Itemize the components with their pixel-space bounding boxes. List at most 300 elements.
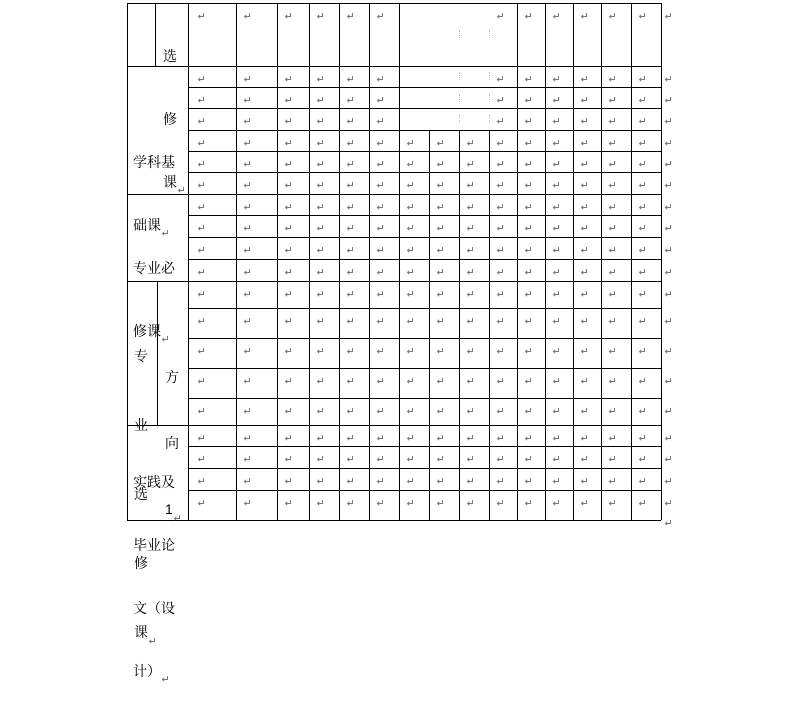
- return-arrow-icon: [496, 224, 504, 232]
- return-arrow-icon: [496, 117, 504, 125]
- label-direction-1-line1: 方: [165, 369, 179, 385]
- label-major-elective-line2: 业: [134, 417, 148, 433]
- return-arrow-icon: [436, 347, 444, 355]
- table-rule-dotted: [459, 30, 460, 38]
- return-arrow-icon: [243, 317, 251, 325]
- end-of-row-icon: [664, 347, 672, 355]
- return-arrow-icon: [316, 160, 324, 168]
- table-rule-horizontal: [188, 398, 661, 399]
- return-arrow-icon: [316, 203, 324, 211]
- label-subject-basic-line2-text: 础课: [133, 217, 161, 233]
- label-elective-line1: 选: [163, 48, 177, 64]
- return-arrow-icon: [496, 455, 504, 463]
- return-arrow-icon: [466, 290, 474, 298]
- return-arrow-icon: [243, 139, 251, 147]
- return-arrow-icon: [466, 407, 474, 415]
- table-rule-horizontal: [127, 194, 661, 195]
- return-arrow-icon: [496, 347, 504, 355]
- return-arrow-icon: [436, 317, 444, 325]
- return-arrow-icon: [552, 117, 560, 125]
- return-arrow-icon: [552, 455, 560, 463]
- return-arrow-icon: [197, 160, 205, 168]
- return-arrow-icon: [466, 203, 474, 211]
- return-arrow-icon: [406, 160, 414, 168]
- return-arrow-icon: [346, 290, 354, 298]
- return-arrow-icon: [316, 75, 324, 83]
- return-arrow-icon: [376, 117, 384, 125]
- label-practice-thesis-line3: 文（设: [133, 600, 175, 616]
- return-arrow-icon: [316, 434, 324, 442]
- return-arrow-icon: [376, 290, 384, 298]
- table-rule-horizontal: [127, 66, 661, 67]
- return-arrow-icon: [552, 139, 560, 147]
- return-arrow-icon: [608, 407, 616, 415]
- return-arrow-icon: [608, 434, 616, 442]
- end-of-row-icon: [664, 203, 672, 211]
- return-arrow-icon: [346, 347, 354, 355]
- return-arrow-icon: [243, 203, 251, 211]
- return-arrow-icon: [608, 96, 616, 104]
- return-arrow-icon: [243, 117, 251, 125]
- return-arrow-icon: [197, 96, 205, 104]
- label-practice-thesis-line4-text: 计）: [133, 663, 161, 679]
- return-arrow-icon: [406, 224, 414, 232]
- return-arrow-icon: [496, 246, 504, 254]
- return-arrow-icon: [524, 268, 532, 276]
- return-arrow-icon: [552, 317, 560, 325]
- end-of-row-icon: [664, 377, 672, 385]
- return-arrow-icon: [638, 455, 646, 463]
- return-arrow-icon: [243, 268, 251, 276]
- return-arrow-icon: [496, 139, 504, 147]
- return-arrow-icon: [524, 434, 532, 442]
- return-arrow-icon: [346, 455, 354, 463]
- return-arrow-icon: [243, 477, 251, 485]
- return-arrow-icon: [406, 377, 414, 385]
- return-arrow-icon: [552, 224, 560, 232]
- table-rule-horizontal: [188, 237, 661, 238]
- return-arrow-icon: [436, 290, 444, 298]
- table-rule-horizontal: [188, 259, 661, 260]
- return-arrow-icon: [580, 12, 588, 20]
- return-arrow-icon: [496, 96, 504, 104]
- end-of-row-icon: [664, 290, 672, 298]
- return-arrow-icon: [638, 181, 646, 189]
- end-of-row-icon: [664, 96, 672, 104]
- return-arrow-icon: [552, 499, 560, 507]
- return-arrow-icon: [608, 160, 616, 168]
- table-rule-vertical: [489, 130, 490, 520]
- return-arrow-icon: [406, 407, 414, 415]
- return-arrow-icon: [524, 12, 532, 20]
- return-arrow-icon: [580, 75, 588, 83]
- return-arrow-icon: [436, 246, 444, 254]
- return-arrow-icon: [376, 181, 384, 189]
- return-arrow-icon: [436, 499, 444, 507]
- return-arrow-icon: [524, 160, 532, 168]
- return-arrow-icon: [197, 407, 205, 415]
- return-arrow-icon: [466, 455, 474, 463]
- return-arrow-icon: [608, 75, 616, 83]
- return-arrow-icon: [316, 139, 324, 147]
- return-arrow-icon: [638, 75, 646, 83]
- return-arrow-icon: [376, 477, 384, 485]
- end-of-row-icon: [664, 407, 672, 415]
- return-arrow-icon: [552, 96, 560, 104]
- return-arrow-icon: [197, 203, 205, 211]
- return-arrow-icon: [346, 407, 354, 415]
- return-arrow-icon: [316, 246, 324, 254]
- return-arrow-icon: [580, 477, 588, 485]
- return-arrow-icon: [524, 347, 532, 355]
- return-arrow-icon: [552, 181, 560, 189]
- return-arrow-icon: [524, 96, 532, 104]
- return-arrow-icon: [376, 160, 384, 168]
- table-rule-vertical: [573, 3, 574, 520]
- return-arrow-icon: [346, 377, 354, 385]
- table-rule-horizontal: [188, 446, 661, 447]
- end-of-row-icon: [664, 499, 672, 507]
- return-arrow-icon: [284, 96, 292, 104]
- return-arrow-icon: [580, 160, 588, 168]
- return-arrow-icon: [346, 181, 354, 189]
- table-rule-dotted: [459, 72, 460, 80]
- return-arrow-icon: [243, 246, 251, 254]
- return-arrow-icon: [552, 377, 560, 385]
- return-arrow-icon: [608, 290, 616, 298]
- return-arrow-icon: [524, 224, 532, 232]
- return-arrow-icon: [243, 224, 251, 232]
- return-arrow-icon: [197, 347, 205, 355]
- return-arrow-icon: [316, 317, 324, 325]
- return-arrow-icon: [580, 455, 588, 463]
- return-arrow-icon: [284, 181, 292, 189]
- return-arrow-icon: [346, 246, 354, 254]
- label-subject-basic-line1: 学科基: [133, 154, 175, 170]
- return-arrow-icon: [496, 407, 504, 415]
- return-arrow-icon: [580, 246, 588, 254]
- return-arrow-icon: [436, 181, 444, 189]
- return-arrow-icon: [376, 317, 384, 325]
- return-arrow-icon: [436, 139, 444, 147]
- end-of-row-icon: [664, 246, 672, 254]
- return-arrow-icon: [197, 377, 205, 385]
- return-arrow-icon: [580, 139, 588, 147]
- return-arrow-icon: [197, 12, 205, 20]
- return-arrow-icon: [436, 455, 444, 463]
- return-arrow-icon: [243, 407, 251, 415]
- return-arrow-icon: [552, 290, 560, 298]
- return-arrow-icon: [524, 377, 532, 385]
- return-arrow-icon: [406, 268, 414, 276]
- return-arrow-icon: [197, 246, 205, 254]
- label-practice-thesis-line4: [133, 661, 175, 682]
- end-of-row-icon: [664, 117, 672, 125]
- table-rule-horizontal: [127, 3, 661, 4]
- table-rule-horizontal: [188, 338, 661, 339]
- return-arrow-icon: [316, 347, 324, 355]
- end-of-row-icon: [664, 519, 672, 527]
- return-arrow-icon: [197, 268, 205, 276]
- label-major-elective-line4: 修: [134, 555, 148, 571]
- return-arrow-icon: [197, 224, 205, 232]
- table-rule-dotted: [459, 115, 460, 123]
- return-arrow-icon: [608, 477, 616, 485]
- return-arrow-icon: [161, 668, 169, 676]
- table-rule-dotted: [489, 72, 490, 80]
- return-arrow-icon: [243, 499, 251, 507]
- return-arrow-icon: [524, 407, 532, 415]
- return-arrow-icon: [496, 290, 504, 298]
- return-arrow-icon: [436, 434, 444, 442]
- return-arrow-icon: [284, 224, 292, 232]
- return-arrow-icon: [346, 160, 354, 168]
- return-arrow-icon: [608, 203, 616, 211]
- table-rule-vertical: [661, 3, 662, 520]
- return-arrow-icon: [376, 139, 384, 147]
- return-arrow-icon: [524, 181, 532, 189]
- return-arrow-icon: [346, 477, 354, 485]
- return-arrow-icon: [243, 160, 251, 168]
- return-arrow-icon: [284, 139, 292, 147]
- return-arrow-icon: [284, 117, 292, 125]
- return-arrow-icon: [466, 499, 474, 507]
- return-arrow-icon: [496, 75, 504, 83]
- label-direction-1-line3-text: 1: [165, 501, 173, 517]
- return-arrow-icon: [466, 224, 474, 232]
- return-arrow-icon: [436, 224, 444, 232]
- return-arrow-icon: [284, 75, 292, 83]
- return-arrow-icon: [496, 160, 504, 168]
- return-arrow-icon: [638, 499, 646, 507]
- table-rule-vertical: [399, 3, 400, 520]
- return-arrow-icon: [436, 160, 444, 168]
- return-arrow-icon: [376, 96, 384, 104]
- label-major-elective-line1: 专: [134, 348, 148, 364]
- return-arrow-icon: [608, 224, 616, 232]
- return-arrow-icon: [552, 160, 560, 168]
- return-arrow-icon: [284, 317, 292, 325]
- return-arrow-icon: [608, 139, 616, 147]
- end-of-row-icon: [664, 317, 672, 325]
- return-arrow-icon: [243, 455, 251, 463]
- return-arrow-icon: [406, 203, 414, 211]
- return-arrow-icon: [608, 347, 616, 355]
- return-arrow-icon: [552, 268, 560, 276]
- return-arrow-icon: [284, 160, 292, 168]
- return-arrow-icon: [346, 12, 354, 20]
- return-arrow-icon: [466, 317, 474, 325]
- return-arrow-icon: [496, 434, 504, 442]
- return-arrow-icon: [466, 377, 474, 385]
- return-arrow-icon: [436, 477, 444, 485]
- return-arrow-icon: [284, 290, 292, 298]
- table-rule-horizontal: [188, 172, 661, 173]
- return-arrow-icon: [496, 377, 504, 385]
- return-arrow-icon: [608, 377, 616, 385]
- return-arrow-icon: [376, 12, 384, 20]
- return-arrow-icon: [346, 499, 354, 507]
- return-arrow-icon: [608, 499, 616, 507]
- return-arrow-icon: [316, 455, 324, 463]
- return-arrow-icon: [638, 317, 646, 325]
- end-of-row-icon: [664, 434, 672, 442]
- return-arrow-icon: [316, 290, 324, 298]
- return-arrow-icon: [197, 290, 205, 298]
- return-arrow-icon: [376, 347, 384, 355]
- return-arrow-icon: [496, 203, 504, 211]
- return-arrow-icon: [197, 139, 205, 147]
- return-arrow-icon: [376, 407, 384, 415]
- return-arrow-icon: [376, 268, 384, 276]
- return-arrow-icon: [638, 477, 646, 485]
- table-rule-horizontal: [188, 87, 661, 88]
- return-arrow-icon: [552, 203, 560, 211]
- return-arrow-icon: [376, 224, 384, 232]
- return-arrow-icon: [346, 75, 354, 83]
- return-arrow-icon: [376, 455, 384, 463]
- return-arrow-icon: [524, 246, 532, 254]
- return-arrow-icon: [284, 347, 292, 355]
- table-rule-vertical: [601, 3, 602, 520]
- table-rule-horizontal: [188, 215, 661, 216]
- return-arrow-icon: [638, 377, 646, 385]
- table-rule-horizontal: [188, 108, 661, 109]
- return-arrow-icon: [552, 477, 560, 485]
- table-rule-vertical: [188, 3, 189, 520]
- return-arrow-icon: [316, 407, 324, 415]
- return-arrow-icon: [580, 181, 588, 189]
- table-rule-vertical: [309, 3, 310, 520]
- return-arrow-icon: [284, 377, 292, 385]
- return-arrow-icon: [466, 181, 474, 189]
- end-of-row-icon: [664, 12, 672, 20]
- return-arrow-icon: [243, 75, 251, 83]
- return-arrow-icon: [638, 96, 646, 104]
- return-arrow-icon: [496, 477, 504, 485]
- return-arrow-icon: [580, 224, 588, 232]
- table-rule-vertical: [545, 3, 546, 520]
- return-arrow-icon: [466, 139, 474, 147]
- return-arrow-icon: [376, 246, 384, 254]
- return-arrow-icon: [580, 377, 588, 385]
- return-arrow-icon: [496, 181, 504, 189]
- return-arrow-icon: [284, 434, 292, 442]
- return-arrow-icon: [524, 75, 532, 83]
- return-arrow-icon: [243, 96, 251, 104]
- return-arrow-icon: [243, 377, 251, 385]
- return-arrow-icon: [316, 12, 324, 20]
- table-rule-horizontal: [188, 468, 661, 469]
- table-rule-vertical: [155, 3, 156, 66]
- end-of-row-icon: [664, 224, 672, 232]
- return-arrow-icon: [466, 246, 474, 254]
- label-practice-thesis: [133, 430, 175, 724]
- return-arrow-icon: [580, 117, 588, 125]
- return-arrow-icon: [197, 317, 205, 325]
- label-major-required-line2-text: 修课: [133, 323, 161, 339]
- return-arrow-icon: [243, 290, 251, 298]
- table-rule-vertical: [631, 3, 632, 520]
- table-rule-horizontal: [188, 308, 661, 309]
- return-arrow-icon: [638, 268, 646, 276]
- return-arrow-icon: [346, 139, 354, 147]
- label-practice-thesis-line1: 实践及: [133, 474, 175, 490]
- table-rule-vertical: [339, 3, 340, 520]
- label-practice-thesis-line2: 毕业论: [133, 537, 175, 553]
- label-elective-line2: 修: [163, 111, 177, 127]
- return-arrow-icon: [406, 455, 414, 463]
- return-arrow-icon: [406, 181, 414, 189]
- return-arrow-icon: [638, 117, 646, 125]
- return-arrow-icon: [346, 224, 354, 232]
- return-arrow-icon: [284, 12, 292, 20]
- return-arrow-icon: [346, 117, 354, 125]
- table-rule-horizontal: [127, 520, 661, 521]
- return-arrow-icon: [580, 290, 588, 298]
- return-arrow-icon: [346, 268, 354, 276]
- return-arrow-icon: [638, 203, 646, 211]
- end-of-row-icon: [664, 268, 672, 276]
- table-rule-vertical: [459, 130, 460, 520]
- table-rule-horizontal: [127, 425, 661, 426]
- return-arrow-icon: [552, 12, 560, 20]
- return-arrow-icon: [608, 246, 616, 254]
- table-rule-vertical: [236, 3, 237, 520]
- table-rule-dotted: [489, 30, 490, 38]
- return-arrow-icon: [524, 290, 532, 298]
- end-of-row-icon: [664, 181, 672, 189]
- label-major-elective-line5-text: 课: [134, 624, 148, 640]
- return-arrow-icon: [524, 455, 532, 463]
- return-arrow-icon: [406, 290, 414, 298]
- return-arrow-icon: [608, 317, 616, 325]
- return-arrow-icon: [608, 117, 616, 125]
- return-arrow-icon: [197, 75, 205, 83]
- return-arrow-icon: [197, 434, 205, 442]
- return-arrow-icon: [406, 139, 414, 147]
- return-arrow-icon: [638, 12, 646, 20]
- table-rule-horizontal: [188, 151, 661, 152]
- return-arrow-icon: [496, 12, 504, 20]
- table-rule-dotted: [459, 94, 460, 102]
- return-arrow-icon: [552, 407, 560, 415]
- return-arrow-icon: [638, 290, 646, 298]
- return-arrow-icon: [608, 12, 616, 20]
- table-rule-dotted: [489, 94, 490, 102]
- label-direction-1-line2: 向: [165, 435, 179, 451]
- return-arrow-icon: [346, 203, 354, 211]
- label-major-required-line1: 专业必: [133, 260, 175, 276]
- end-of-row-icon: [664, 455, 672, 463]
- table-rule-dotted: [489, 115, 490, 123]
- return-arrow-icon: [406, 477, 414, 485]
- return-arrow-icon: [243, 12, 251, 20]
- return-arrow-icon: [346, 317, 354, 325]
- return-arrow-icon: [346, 96, 354, 104]
- return-arrow-icon: [552, 75, 560, 83]
- return-arrow-icon: [638, 434, 646, 442]
- return-arrow-icon: [346, 434, 354, 442]
- return-arrow-icon: [638, 407, 646, 415]
- return-arrow-icon: [608, 181, 616, 189]
- return-arrow-icon: [466, 434, 474, 442]
- return-arrow-icon: [638, 139, 646, 147]
- return-arrow-icon: [316, 117, 324, 125]
- end-of-row-icon: [664, 160, 672, 168]
- label-elective-line3-text: 课: [163, 174, 177, 190]
- return-arrow-icon: [496, 268, 504, 276]
